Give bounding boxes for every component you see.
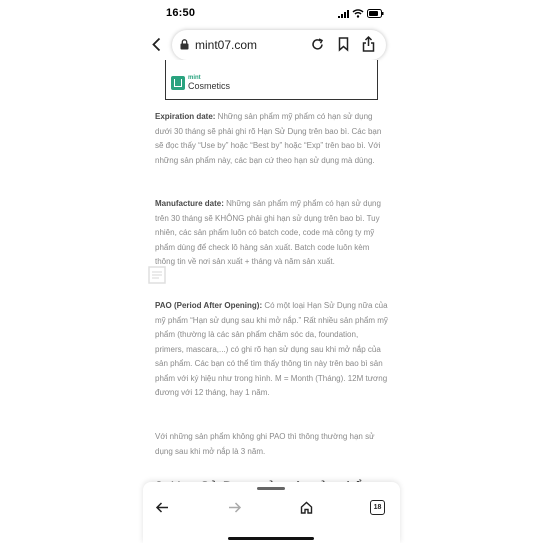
- address-bar: [143, 30, 400, 60]
- lock-icon: [180, 39, 189, 50]
- status-time: 16:50: [166, 7, 196, 19]
- battery-icon: [367, 9, 384, 18]
- forward-arrow-icon[interactable]: [228, 502, 241, 513]
- page-content: [143, 60, 400, 480]
- logo-top-text: mint: [188, 75, 201, 81]
- logo-brand-text: Cosmetics: [188, 81, 231, 91]
- paragraph-manufacture-date: [155, 197, 388, 270]
- status-bar: [143, 0, 400, 26]
- home-indicator: [228, 537, 314, 540]
- url-field[interactable]: [172, 30, 386, 60]
- brand-logo-banner: [165, 60, 378, 100]
- reload-icon[interactable]: [311, 38, 324, 51]
- share-icon[interactable]: [362, 36, 375, 52]
- paragraph-expiration-date: [155, 110, 388, 168]
- text-manufacture-date: Những sản phẩm mỹ phẩm có hạn sử dụng trên 30 tháng sẽ KHÔNG phải ghi hạn sử dụng trên bao bì. Tuy nhiên, các sản phẩm luôn có batch code, code mà công ty mỹ phẩm dùng để check lô hàng sản xuất. Batch code luôn kèm thông tin về nơi sản xuất + tháng và năm sản xuất.: [155, 199, 381, 266]
- back-arrow-icon[interactable]: [152, 37, 161, 52]
- term-pao: PAO (Period After Opening):: [155, 301, 263, 310]
- phone-screen: [143, 0, 400, 543]
- home-icon[interactable]: [300, 501, 313, 514]
- tabs-button[interactable]: 18: [370, 500, 385, 515]
- term-manufacture-date: Manufacture date:: [155, 199, 224, 208]
- paragraph-no-pao: Với những sản phẩm không ghi PAO thì thông thường hạn sử dụng sau khi mở nắp là 3 năm.: [155, 432, 375, 456]
- mint-logo-icon: [171, 76, 185, 90]
- bookmark-icon[interactable]: [338, 37, 349, 51]
- url-text[interactable]: mint07.com: [195, 38, 258, 52]
- text-pao: Có một loại Hạn Sử Dụng nữa của mỹ phẩm “Hạn sử dụng sau khi mở nắp.” Rất nhiều sản phẩm mỹ phẩm (thường là các sản phẩm chăm sóc da, foundation, primers, mascara,...) có ghi rõ hạn sử dụng sau khi mở nắp của sản phẩm. Các bạn có thể tìm thấy thông tin này trên bao bì sản phẩm với ký hiệu như trong hình. M = Month (Tháng). 12M tương đương với 12 tháng, hay 1 năm.: [155, 301, 388, 397]
- back-arrow-icon[interactable]: [156, 502, 169, 513]
- bottom-toolbar: [143, 482, 400, 543]
- text-expiration-date: Những sản phẩm mỹ phẩm có hạn sử dụng dưới 30 tháng sẽ phải ghi rõ Hạn Sử Dụng trên bao bì. Các bạn sẽ đọc thấy “Use by” hoặc “Best by” hoặc “Exp” trên bao bì. Với những sản phẩm này, các bạn cứ theo hạn sử dụng mà dùng.: [155, 112, 382, 165]
- wifi-icon: [352, 8, 364, 18]
- signal-icon: [338, 10, 350, 18]
- toolbar-grip-handle[interactable]: [257, 487, 285, 490]
- paragraph-pao: [155, 299, 388, 401]
- term-expiration-date: Expiration date:: [155, 112, 216, 121]
